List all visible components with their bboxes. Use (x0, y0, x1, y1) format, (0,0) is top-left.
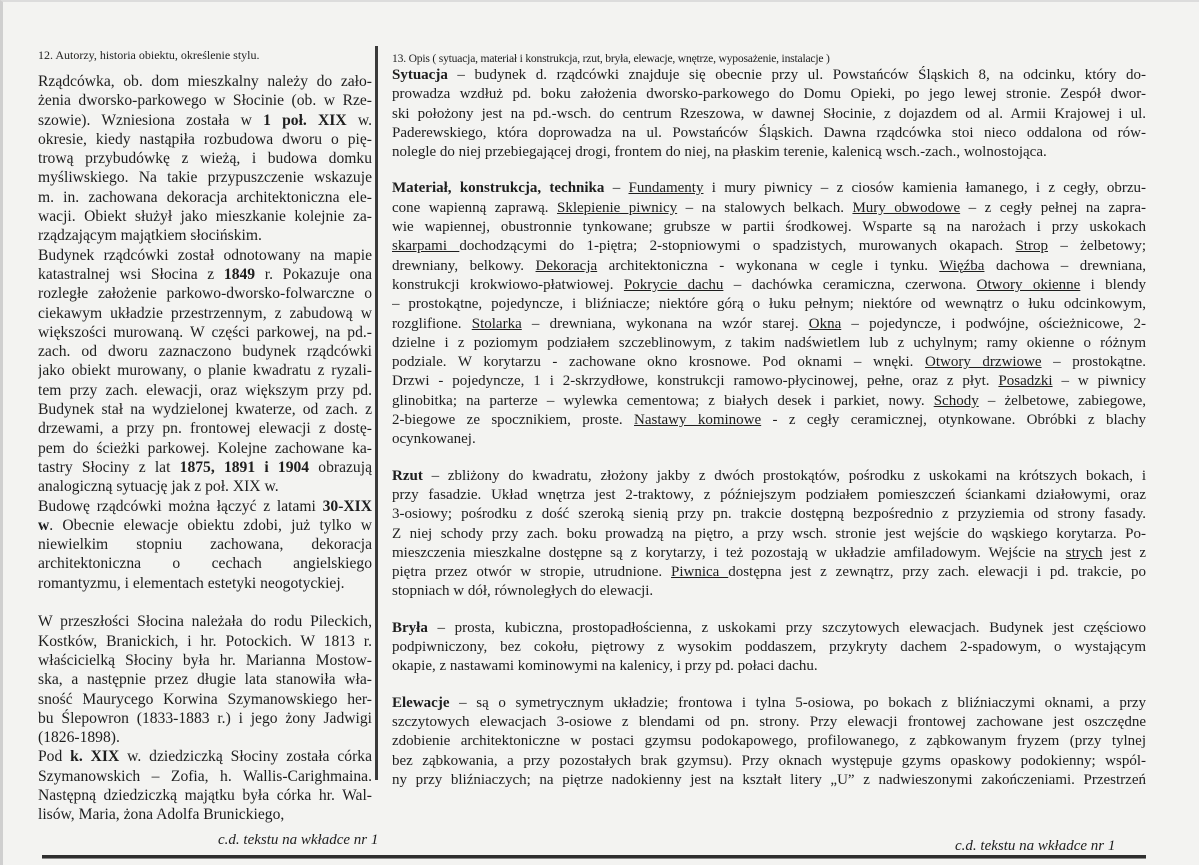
text-segment: – (604, 180, 629, 197)
bold-term: Rzut (392, 467, 423, 484)
text-line: architektoniczna o cechach angielskiego (38, 555, 372, 573)
underlined-term: Posadzki (998, 373, 1053, 390)
text-line: zdobienie architektoniczne w postaci gzymsu podokapowego, profilowanego, z ząbkowanym fryzem (przy tylnej (392, 733, 1146, 750)
text-line: pem do ścieżki parkowej. Kolejne zachowane ka- (38, 439, 372, 457)
text-line (392, 392, 1146, 411)
text-line (392, 411, 1146, 430)
text-line: drzewami, a przy pn. frontowej elewacji z dostę- (38, 420, 372, 438)
text-line: większości murowaną. W części parkowej, na pd.- (38, 323, 372, 341)
text-segment: – zbliżony do kwadratu, złożony jakby z dwóch prostokątów, pośrodku z uskokami na krótszych bokach, i (422, 467, 1146, 484)
column-divider (375, 46, 378, 780)
text-line: rozległe założenie parkowo-dworsko-folwarczne o (38, 285, 372, 303)
text-segment: podziale. W korytarzu - zachowane okno krosnowe. Pod oknami – wnęki. (392, 354, 926, 371)
bold-term: 1875, 1891 i 1904 (179, 458, 310, 476)
text-segment: – w piwnicy (1052, 373, 1146, 390)
text-segment: – dachówka ceramiczna, czerwona. (723, 276, 977, 293)
text-line: ciekawym układzie przestrzennym, z zabudową w (38, 304, 372, 322)
paragraph (392, 694, 1146, 790)
bold-term: 30-XIX (322, 497, 372, 515)
text-line (392, 694, 1146, 713)
underlined-term: Stolarka (471, 315, 522, 332)
text-segment: Drzwi - pojedyncze, 1 i 2-skrzydłowe, konstrukcji ramowo-płycinowej, pełne, oraz z płyt. (392, 373, 999, 390)
text-segment: jest z (1102, 544, 1146, 561)
text-line (392, 372, 1146, 391)
text-line: wacji. Obiekt służył jako mieszkanie kolejnie za- (38, 208, 372, 226)
text-segment: drewniany, belkowy. (392, 257, 536, 274)
text-line (392, 467, 1146, 486)
text-line (38, 497, 372, 516)
text-line (392, 179, 1146, 198)
underlined-term: Sklepienie piwnicy (556, 199, 678, 216)
text-segment: Pod (38, 748, 71, 766)
text-line: trową przybudówkę z wieżą, i budowa domku (38, 150, 372, 168)
text-segment: – żelbetowy; (1047, 238, 1146, 255)
text-line (392, 544, 1146, 563)
bold-term: Materiał, konstrukcja, technika (392, 180, 605, 197)
text-segment: dachowa – drewniana, (984, 257, 1146, 274)
text-segment: – prostokątne. (1041, 354, 1146, 371)
history-text-column (38, 72, 372, 825)
text-line: bu Ślepowron (1833-1883 r.) i jego żony Jadwigi (38, 709, 372, 727)
underlined-term: Schody (933, 392, 979, 409)
text-segment: – drewniana, wykonana na wzór starej. (521, 315, 809, 332)
text-line: właścicielką Słociny była hr. Marianna Mostow- (38, 651, 372, 669)
text-line: Budynek rządcówki został odnotowany na mapie (38, 246, 372, 264)
text-line: przy fasadzie. Układ wnętrza jest 2-traktowy, z późniejszym podziałem pomieszczeń ściankami działowymi, oraz (392, 486, 1146, 503)
text-segment: – z cegły pełnej na zapra- (960, 199, 1146, 216)
text-line: W przeszłości Słocina należała do rodu Pileckich, (38, 613, 372, 631)
text-segment: w. (346, 111, 372, 129)
text-segment: 2-biegowe ze spocznikiem, proste. (392, 412, 634, 429)
underlined-term: Fundamenty (628, 180, 704, 197)
text-line: okapie, z nastawami kominowymi na kalenicy, i przy pd. połaci dachu. (392, 658, 818, 675)
text-segment: szowie). Wzniesiona została w (38, 111, 264, 129)
text-segment: – prosta, kubiczna, prostopadłościenna, z uskokami przy szczytowych elewacjach. Budynek jest częściowo (427, 619, 1146, 636)
text-line: 3-osiowy; pośrodku z dość szeroką sienią przy pn. trakcie dostępną bezpośrednio z przyziemia od strony fasady. (392, 506, 1146, 523)
text-segment: konstrukcji krokwiowo-płatwiowej. (392, 276, 624, 293)
text-line: żenia dworsko-parkowego w Słocinie (ob. w Rze- (38, 92, 372, 110)
text-segment: r. Pokazuje ona (255, 265, 372, 283)
text-segment: glinobitka; na parterze – wylewka cementowa; z białych desek i parkiet, nowy. (392, 392, 934, 409)
text-segment: Budowę rządcówki można łączyć z latami (38, 497, 323, 515)
bold-term: k. XIX (70, 748, 120, 766)
text-line: okresie, kiedy nastąpiła rozbudowa dworu o pię- (38, 130, 372, 148)
text-line (392, 619, 1146, 638)
text-line: Kostków, Branickich, i hr. Potockich. W 1813 r. (38, 632, 372, 650)
text-segment: cone wapienną zaprawą. (392, 199, 557, 216)
text-line: niewielkim stopniu zachowana, dekoracja (38, 536, 372, 554)
text-line: ny przy bliźniaczych; na piętrze nadokienny jest na kształt litery „U” z nadwieszonymi zakończeniami. Przestrzeń (392, 771, 1146, 788)
paragraph (38, 246, 372, 497)
text-segment: i mury piwnicy – z ciosów kamienia łamanego, i z cegły, obrzu- (703, 180, 1146, 197)
text-segment: rozglifione. (392, 315, 472, 332)
text-segment: – żelbetowe, zabiegowe, (978, 392, 1146, 409)
paragraph (392, 179, 1146, 449)
description-text-column (392, 66, 1146, 790)
text-line (392, 563, 1146, 582)
text-line: podpiwniczony, bez cokołu, piętrowy z wysokim poddaszem, przykryty dachem 2-spadowym, o wystającym (392, 639, 1146, 656)
text-line: ski położony jest na pd.-wsch. do centrum Rzeszowa, w dawnej Słocinie, z dojazdem od al. Armii Krajowej i ul. (392, 105, 1146, 122)
text-line: Budynek stał na wydzielonej kwaterze, od zach. z (38, 401, 372, 419)
text-line (38, 265, 372, 284)
text-segment: dostępna jest z zewnątrz, przy zach. elewacji i pd. trakcie, po (728, 564, 1146, 581)
underlined-term: Pokrycie dachu (623, 276, 724, 293)
continuation-note-left: c.d. tekstu na wkładce nr 1 (218, 832, 379, 848)
bold-term: 1 poł. XIX (263, 111, 347, 129)
underlined-term: Mury obwodowe (852, 199, 961, 216)
text-line: Następną dziedziczką majątku była córka hr. Wal- (38, 786, 372, 804)
bold-term: w (38, 516, 50, 534)
underlined-term: Więźba (939, 257, 985, 274)
text-line: prowadza wzdłuż pd. boku założenia dworsko-parkowego do Domu Opieki, po jego lewej stronie. Zespół dwor- (392, 86, 1146, 103)
underlined-term: Strop (1015, 238, 1048, 255)
text-line: ocynkowanej. (392, 431, 476, 448)
text-line: stopniach w dół, równoległych do elewacji. (392, 583, 654, 600)
text-segment: mieszczenia mieszkalne dostępne są z korytarzy, i też pozostają w układzie amfiladowym. Wejście na (392, 544, 1066, 561)
text-line (38, 516, 372, 535)
text-segment: dochodzącymi do 1-piętra; 2-stopniowymi o spadzistych, murowanych okapach. (459, 238, 1016, 255)
paragraph (392, 619, 1146, 677)
text-line: Paderewskiego, która doprowadza na ul. Powstańców Śląskich. Dawna rządcówka stoi nieco oddalona od rów- (392, 124, 1146, 141)
text-segment: architektoniczna - wykonana w cegle i tynku. (597, 257, 940, 274)
text-line (392, 237, 1146, 256)
text-segment: katastralnej wsi Słocina z (38, 265, 224, 283)
text-line: dzielne i z poziomym podziałem szczeblinowym, z takim nadświetlem lub z uchylnym; ramy okienne o różnym (392, 334, 1146, 351)
paragraph (392, 66, 1146, 162)
text-line (392, 66, 1146, 85)
text-line: szczytowych elewacjach 3-osiowe z blendami od pn. strony. Przy elewacji frontowej zachowane jest oszczędne (392, 713, 1146, 730)
text-segment: piętra przez otwór w stropie, utrudnione. (392, 564, 672, 581)
text-line: jako obiekt murowany, o planie kwadratu z ryzali- (38, 362, 372, 380)
text-segment: – są o symetrycznym układzie; frontowa i tylna 5-osiowa, po bokach z bliźniaczymi oknami, a przy (449, 694, 1146, 711)
text-segment: obrazują (309, 458, 372, 476)
text-line: Z niej schody przy zach. boku prowadzą na piętro, a przy wsch. stronie jest wejście do wąskiego korytarza. Po- (392, 525, 1146, 542)
bottom-rule (42, 855, 1146, 859)
text-line: Szymanowskich – Zofia, h. Wallis-Carighmaina. (38, 767, 372, 785)
text-line: romantyzmu, i elementach estetyki neogotyckiej. (38, 574, 345, 592)
text-line: lisów, Maria, żona Adolfa Brunickiego, (38, 806, 285, 824)
text-line: zach. od dworu zaznaczono budynek rządcówki (38, 343, 372, 361)
underlined-term: Otwory drzwiowe (925, 354, 1042, 371)
text-line: myśliwskiego. Na takie przypuszczenie wskazuje (38, 169, 372, 187)
text-line: bez ząbkowania, a przy pozostałych brak gzymsu). Przy oknach występuje gzyms opaskowy podokienny; wspól- (392, 752, 1146, 769)
underlined-term: Nastawy kominowe (634, 412, 762, 429)
underlined-term: Piwnica (671, 564, 729, 581)
text-line (392, 276, 1146, 295)
text-line: analogiczną sytuację jak z poł. XIX w. (38, 478, 279, 496)
text-line: m. in. zachowana dekoracja architektoniczna ele- (38, 188, 372, 206)
text-line (392, 315, 1146, 334)
text-segment: – pojedyncze, i podwójne, ościeżnicowe, 2- (841, 315, 1146, 332)
continuation-note-right: c.d. tekstu na wkładce nr 1 (955, 838, 1116, 854)
text-line: nolegle do niej przebiegającej drogi, frontem do niej, na płaskim terenie, kalenicą wsch.-zach., wolnostojąca. (392, 144, 1047, 161)
text-line (38, 458, 372, 477)
text-line: wie wapiennej, obustronnie tynkowane; grubsze w partii środkowej. Wsparte są na narożach i przy uskokach (392, 219, 1146, 236)
bold-term: 1849 (223, 265, 256, 283)
underlined-term: Dekoracja (535, 257, 598, 274)
bold-term: Bryła (392, 619, 428, 636)
text-segment: tastry Słociny z lat (38, 458, 180, 476)
text-line (38, 747, 372, 766)
text-segment: – na stalowych belkach. (677, 199, 853, 216)
paragraph (38, 497, 372, 593)
text-line (392, 353, 1146, 372)
underlined-term: skarpami (392, 238, 460, 255)
bold-term: Sytuacja (392, 67, 448, 83)
text-line: (1826-1898). (38, 729, 120, 747)
text-line: Rządcówka, ob. dom mieszkalny należy do zało- (38, 73, 372, 90)
section-13-heading: 13. Opis ( sytuacja, materiał i konstrukcja, rzut, bryła, elewacje, wnętrze, wyposażenie, instalacje ) (392, 52, 830, 65)
text-line: ska, a następnie przez długie lata stanowiła wła- (38, 671, 372, 689)
paragraph (392, 467, 1146, 602)
text-line: – prostokątne, pojedyncze, i bliźniacze; niektóre górą o łuku pełnym; niektóre od wewnątrz o łuku odcinkowym, (392, 296, 1146, 313)
text-line (392, 199, 1146, 218)
text-segment: . Obecnie elewacje obiektu zdobi, już tylko w (49, 516, 372, 534)
underlined-term: strych (1065, 544, 1103, 561)
section-12-heading: 12. Autorzy, historia obiektu, określenie stylu. (38, 48, 260, 62)
text-segment: w. dziedziczką Słociny została córka (119, 748, 372, 766)
text-line (38, 111, 372, 130)
underlined-term: Okna (808, 315, 842, 332)
text-segment: i blendy (1080, 276, 1146, 293)
text-line (392, 257, 1146, 276)
text-segment: - z cegły ceramicznej, otynkowane. Obróbki z blachy (761, 412, 1146, 429)
paragraph (38, 72, 372, 246)
text-line: tem przy zach. elewacji, oraz większym przy pd. (38, 381, 372, 399)
text-line: sność Maurycego Korwina Szymanowskiego her- (38, 690, 372, 708)
underlined-term: Otwory okienne (976, 276, 1081, 293)
paragraph (38, 747, 372, 824)
paragraph (38, 612, 372, 747)
bold-term: Elewacje (392, 694, 450, 711)
text-line: rządzającym majątkiem słocińskim. (38, 227, 262, 245)
text-segment: – budynek d. rządcówki znajduje się obecnie przy ul. Powstańców Śląskich 8, na odcinku, który do- (447, 67, 1146, 83)
